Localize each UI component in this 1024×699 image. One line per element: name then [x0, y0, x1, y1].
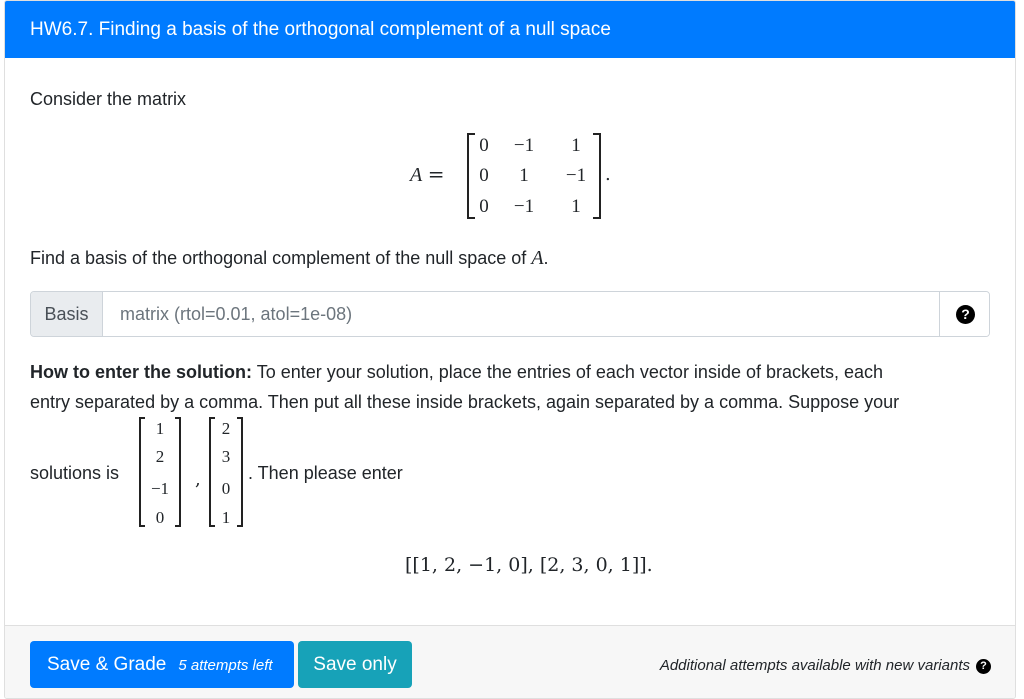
instructions-line1 [30, 362, 883, 383]
prompt-text-main: Find a basis of the orthogonal complement of the null space of [30, 248, 527, 268]
matrix-cell: 1 [571, 196, 581, 217]
save-only-button[interactable]: Save only [298, 641, 412, 688]
matrix-cell: −1 [513, 196, 535, 217]
example-answer: [[1, 2, −1, 0], [2, 3, 0, 1]]. [405, 554, 653, 576]
vector-entry: −1 [150, 479, 170, 498]
instructions-bold-label: How to enter the solution: [30, 362, 252, 382]
basis-input-group [30, 291, 990, 337]
vector-entry: 1 [155, 419, 165, 438]
question-card [4, 0, 1016, 699]
matrix-cell: −1 [513, 135, 535, 156]
intro-text: Consider the matrix [30, 89, 187, 109]
vector-entry: 2 [155, 447, 165, 466]
question-circle-icon: ? [956, 305, 975, 324]
prompt-var: A [531, 247, 544, 269]
solutions-is-text: solutions is [30, 463, 120, 483]
save-and-grade-button[interactable] [30, 641, 294, 688]
matrix-cell: 0 [479, 165, 489, 186]
question-circle-icon[interactable]: ? [976, 659, 991, 674]
vector-entry: 0 [155, 508, 165, 527]
card-footer [5, 625, 1015, 699]
matrix-cell: −1 [565, 165, 587, 186]
matrix-cell: 1 [571, 135, 581, 156]
matrix-cell: 1 [519, 165, 529, 186]
additional-attempts-note [660, 657, 991, 674]
prompt-text [30, 247, 549, 270]
help-button[interactable] [939, 292, 989, 336]
save-and-grade-label: Save & Grade [47, 653, 167, 675]
instructions-line2: entry separated by a comma. Then put all these inside brackets, again separated by a comma. Suppose your [30, 392, 900, 412]
vector-entry: 1 [221, 508, 231, 527]
instructions-line1-text: To enter your solution, place the entries of each vector inside of brackets, each [256, 362, 884, 382]
equals-sign: = [427, 162, 445, 186]
attempts-left-label: 5 attempts left [178, 656, 273, 674]
vector-entry: 3 [221, 447, 231, 466]
right-bracket [593, 133, 601, 219]
matrix-a [415, 131, 615, 221]
example-vector-1 [139, 417, 181, 527]
basis-addon-label: Basis [31, 292, 103, 336]
matrix-cell: 0 [479, 196, 489, 217]
matrix-cell: 0 [479, 135, 489, 156]
basis-input[interactable] [104, 292, 940, 336]
question-title: HW6.7. Finding a basis of the orthogonal complement of a null space [5, 1, 1015, 58]
matrix-period: . [605, 164, 611, 185]
vector-comma: , [195, 469, 201, 490]
matrix-var: A [410, 164, 423, 186]
example-vector-2 [209, 417, 243, 527]
vector-entry: 2 [221, 419, 231, 438]
then-enter-text: . Then please enter [248, 463, 403, 483]
additional-attempts-text: Additional attempts available with new variants [659, 657, 970, 674]
prompt-period: . [543, 248, 549, 268]
vector-entry: 0 [221, 479, 231, 498]
